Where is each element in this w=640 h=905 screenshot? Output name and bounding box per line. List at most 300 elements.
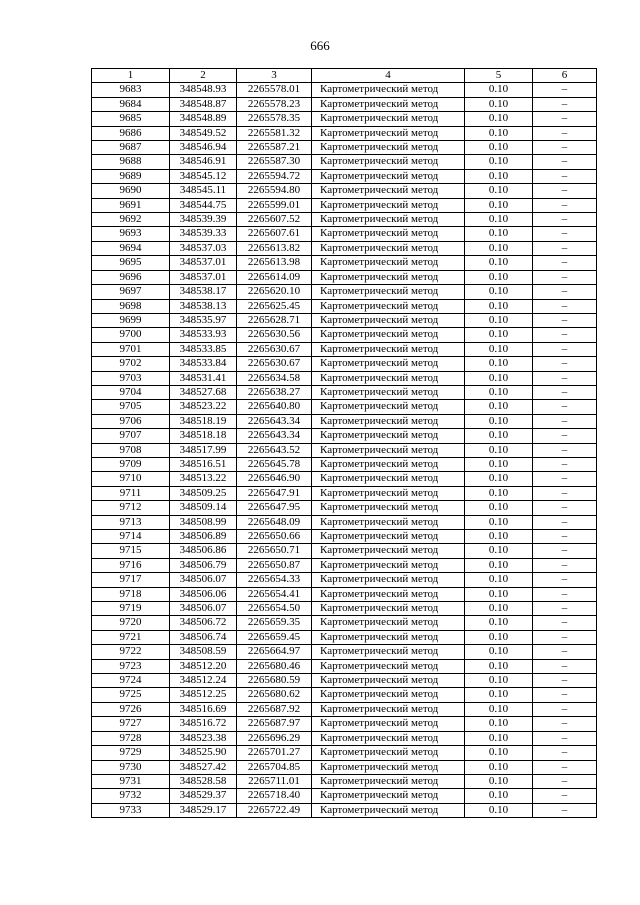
table-row — [92, 731, 597, 745]
method-cell: Картометрический метод — [312, 443, 465, 457]
description-cell: – — [533, 328, 597, 342]
method-cell: Картометрический метод — [312, 702, 465, 716]
description-cell: – — [533, 443, 597, 457]
point-number-cell: 9709 — [92, 457, 170, 471]
accuracy-cell: 0.10 — [465, 558, 533, 572]
y-coordinate-cell: 2265648.09 — [237, 515, 312, 529]
description-cell: – — [533, 285, 597, 299]
table-row — [92, 457, 597, 471]
accuracy-cell: 0.10 — [465, 659, 533, 673]
accuracy-cell: 0.10 — [465, 299, 533, 313]
x-coordinate-cell: 348527.42 — [170, 760, 237, 774]
point-number-cell: 9690 — [92, 184, 170, 198]
method-cell: Картометрический метод — [312, 385, 465, 399]
point-number-cell: 9705 — [92, 400, 170, 414]
table-row — [92, 717, 597, 731]
description-cell: – — [533, 184, 597, 198]
method-cell: Картометрический метод — [312, 674, 465, 688]
y-coordinate-cell: 2265680.46 — [237, 659, 312, 673]
point-number-cell: 9695 — [92, 256, 170, 270]
table-row — [92, 313, 597, 327]
y-coordinate-cell: 2265643.34 — [237, 414, 312, 428]
y-coordinate-cell: 2265645.78 — [237, 457, 312, 471]
x-coordinate-cell: 348539.33 — [170, 227, 237, 241]
accuracy-cell: 0.10 — [465, 472, 533, 486]
method-cell: Картометрический метод — [312, 530, 465, 544]
point-number-cell: 9729 — [92, 746, 170, 760]
method-cell: Картометрический метод — [312, 141, 465, 155]
table-row — [92, 501, 597, 515]
accuracy-cell: 0.10 — [465, 414, 533, 428]
y-coordinate-cell: 2265680.62 — [237, 688, 312, 702]
column-header-2: 2 — [170, 69, 237, 83]
method-cell: Картометрический метод — [312, 126, 465, 140]
y-coordinate-cell: 2265587.21 — [237, 141, 312, 155]
coordinates-table — [91, 68, 597, 818]
description-cell: – — [533, 674, 597, 688]
column-header-5: 5 — [465, 69, 533, 83]
point-number-cell: 9718 — [92, 587, 170, 601]
point-number-cell: 9700 — [92, 328, 170, 342]
method-cell: Картометрический метод — [312, 558, 465, 572]
x-coordinate-cell: 348527.68 — [170, 385, 237, 399]
table-row — [92, 213, 597, 227]
accuracy-cell: 0.10 — [465, 400, 533, 414]
column-header-4: 4 — [312, 69, 465, 83]
table-row — [92, 83, 597, 97]
description-cell: – — [533, 299, 597, 313]
accuracy-cell: 0.10 — [465, 198, 533, 212]
table-row — [92, 645, 597, 659]
point-number-cell: 9686 — [92, 126, 170, 140]
table-body — [92, 83, 597, 818]
x-coordinate-cell: 348508.99 — [170, 515, 237, 529]
x-coordinate-cell: 348516.69 — [170, 702, 237, 716]
method-cell: Картометрический метод — [312, 630, 465, 644]
x-coordinate-cell: 348506.74 — [170, 630, 237, 644]
point-number-cell: 9713 — [92, 515, 170, 529]
y-coordinate-cell: 2265646.90 — [237, 472, 312, 486]
y-coordinate-cell: 2265630.67 — [237, 357, 312, 371]
point-number-cell: 9697 — [92, 285, 170, 299]
y-coordinate-cell: 2265696.29 — [237, 731, 312, 745]
point-number-cell: 9704 — [92, 385, 170, 399]
column-header-1: 1 — [92, 69, 170, 83]
description-cell: – — [533, 83, 597, 97]
description-cell: – — [533, 414, 597, 428]
method-cell: Картометрический метод — [312, 169, 465, 183]
method-cell: Картометрический метод — [312, 515, 465, 529]
table-row — [92, 227, 597, 241]
x-coordinate-cell: 348533.84 — [170, 357, 237, 371]
accuracy-cell: 0.10 — [465, 141, 533, 155]
description-cell: – — [533, 429, 597, 443]
y-coordinate-cell: 2265643.34 — [237, 429, 312, 443]
accuracy-cell: 0.10 — [465, 760, 533, 774]
y-coordinate-cell: 2265687.92 — [237, 702, 312, 716]
table-row — [92, 515, 597, 529]
table-row — [92, 198, 597, 212]
point-number-cell: 9726 — [92, 702, 170, 716]
point-number-cell: 9730 — [92, 760, 170, 774]
x-coordinate-cell: 348506.86 — [170, 544, 237, 558]
method-cell: Картометрический метод — [312, 573, 465, 587]
point-number-cell: 9703 — [92, 371, 170, 385]
y-coordinate-cell: 2265659.35 — [237, 616, 312, 630]
method-cell: Картометрический метод — [312, 184, 465, 198]
method-cell: Картометрический метод — [312, 472, 465, 486]
table-row — [92, 688, 597, 702]
accuracy-cell: 0.10 — [465, 97, 533, 111]
table-row — [92, 630, 597, 644]
table-row — [92, 270, 597, 284]
table-row — [92, 112, 597, 126]
y-coordinate-cell: 2265581.32 — [237, 126, 312, 140]
x-coordinate-cell: 348537.03 — [170, 241, 237, 255]
point-number-cell: 9684 — [92, 97, 170, 111]
description-cell: – — [533, 126, 597, 140]
y-coordinate-cell: 2265650.87 — [237, 558, 312, 572]
y-coordinate-cell: 2265599.01 — [237, 198, 312, 212]
accuracy-cell: 0.10 — [465, 717, 533, 731]
x-coordinate-cell: 348512.24 — [170, 674, 237, 688]
x-coordinate-cell: 348523.22 — [170, 400, 237, 414]
method-cell: Картометрический метод — [312, 774, 465, 788]
y-coordinate-cell: 2265634.58 — [237, 371, 312, 385]
y-coordinate-cell: 2265650.71 — [237, 544, 312, 558]
y-coordinate-cell: 2265701.27 — [237, 746, 312, 760]
accuracy-cell: 0.10 — [465, 429, 533, 443]
table-row — [92, 429, 597, 443]
y-coordinate-cell: 2265650.66 — [237, 530, 312, 544]
point-number-cell: 9716 — [92, 558, 170, 572]
point-number-cell: 9694 — [92, 241, 170, 255]
x-coordinate-cell: 348516.72 — [170, 717, 237, 731]
point-number-cell: 9717 — [92, 573, 170, 587]
accuracy-cell: 0.10 — [465, 371, 533, 385]
method-cell: Картометрический метод — [312, 429, 465, 443]
x-coordinate-cell: 348506.07 — [170, 573, 237, 587]
table-row — [92, 587, 597, 601]
method-cell: Картометрический метод — [312, 760, 465, 774]
description-cell: – — [533, 457, 597, 471]
x-coordinate-cell: 348523.38 — [170, 731, 237, 745]
description-cell: – — [533, 256, 597, 270]
y-coordinate-cell: 2265664.97 — [237, 645, 312, 659]
point-number-cell: 9683 — [92, 83, 170, 97]
y-coordinate-cell: 2265630.56 — [237, 328, 312, 342]
x-coordinate-cell: 348528.58 — [170, 774, 237, 788]
method-cell: Картометрический метод — [312, 486, 465, 500]
x-coordinate-cell: 348548.87 — [170, 97, 237, 111]
accuracy-cell: 0.10 — [465, 645, 533, 659]
table-row — [92, 141, 597, 155]
x-coordinate-cell: 348548.89 — [170, 112, 237, 126]
method-cell: Картометрический метод — [312, 227, 465, 241]
y-coordinate-cell: 2265587.30 — [237, 155, 312, 169]
description-cell: – — [533, 169, 597, 183]
point-number-cell: 9728 — [92, 731, 170, 745]
accuracy-cell: 0.10 — [465, 501, 533, 515]
method-cell: Картометрический метод — [312, 198, 465, 212]
point-number-cell: 9720 — [92, 616, 170, 630]
point-number-cell: 9731 — [92, 774, 170, 788]
accuracy-cell: 0.10 — [465, 155, 533, 169]
description-cell: – — [533, 774, 597, 788]
x-coordinate-cell: 348537.01 — [170, 270, 237, 284]
description-cell: – — [533, 141, 597, 155]
method-cell: Картометрический метод — [312, 803, 465, 817]
x-coordinate-cell: 348512.20 — [170, 659, 237, 673]
description-cell: – — [533, 515, 597, 529]
y-coordinate-cell: 2265607.61 — [237, 227, 312, 241]
description-cell: – — [533, 97, 597, 111]
point-number-cell: 9719 — [92, 602, 170, 616]
description-cell: – — [533, 645, 597, 659]
accuracy-cell: 0.10 — [465, 443, 533, 457]
table-row — [92, 602, 597, 616]
table-row — [92, 443, 597, 457]
y-coordinate-cell: 2265578.23 — [237, 97, 312, 111]
method-cell: Картометрический метод — [312, 83, 465, 97]
description-cell: – — [533, 357, 597, 371]
x-coordinate-cell: 348506.89 — [170, 530, 237, 544]
y-coordinate-cell: 2265620.10 — [237, 285, 312, 299]
y-coordinate-cell: 2265594.72 — [237, 169, 312, 183]
x-coordinate-cell: 348506.72 — [170, 616, 237, 630]
y-coordinate-cell: 2265722.49 — [237, 803, 312, 817]
description-cell: – — [533, 573, 597, 587]
table-row — [92, 789, 597, 803]
x-coordinate-cell: 348546.94 — [170, 141, 237, 155]
y-coordinate-cell: 2265711.01 — [237, 774, 312, 788]
accuracy-cell: 0.10 — [465, 457, 533, 471]
method-cell: Картометрический метод — [312, 659, 465, 673]
y-coordinate-cell: 2265607.52 — [237, 213, 312, 227]
y-coordinate-cell: 2265594.80 — [237, 184, 312, 198]
x-coordinate-cell: 348518.19 — [170, 414, 237, 428]
table-row — [92, 155, 597, 169]
x-coordinate-cell: 348518.18 — [170, 429, 237, 443]
description-cell: – — [533, 472, 597, 486]
table-row — [92, 803, 597, 817]
description-cell: – — [533, 746, 597, 760]
accuracy-cell: 0.10 — [465, 342, 533, 356]
y-coordinate-cell: 2265647.95 — [237, 501, 312, 515]
table-row — [92, 299, 597, 313]
description-cell: – — [533, 630, 597, 644]
method-cell: Картометрический метод — [312, 213, 465, 227]
accuracy-cell: 0.10 — [465, 544, 533, 558]
point-number-cell: 9714 — [92, 530, 170, 544]
point-number-cell: 9691 — [92, 198, 170, 212]
method-cell: Картометрический метод — [312, 587, 465, 601]
method-cell: Картометрический метод — [312, 544, 465, 558]
x-coordinate-cell: 348525.90 — [170, 746, 237, 760]
description-cell: – — [533, 486, 597, 500]
accuracy-cell: 0.10 — [465, 746, 533, 760]
accuracy-cell: 0.10 — [465, 213, 533, 227]
method-cell: Картометрический метод — [312, 328, 465, 342]
point-number-cell: 9701 — [92, 342, 170, 356]
point-number-cell: 9727 — [92, 717, 170, 731]
point-number-cell: 9689 — [92, 169, 170, 183]
y-coordinate-cell: 2265613.98 — [237, 256, 312, 270]
point-number-cell: 9708 — [92, 443, 170, 457]
accuracy-cell: 0.10 — [465, 385, 533, 399]
accuracy-cell: 0.10 — [465, 731, 533, 745]
method-cell: Картометрический метод — [312, 112, 465, 126]
x-coordinate-cell: 348506.06 — [170, 587, 237, 601]
point-number-cell: 9715 — [92, 544, 170, 558]
table-row — [92, 760, 597, 774]
accuracy-cell: 0.10 — [465, 184, 533, 198]
table-row — [92, 702, 597, 716]
point-number-cell: 9712 — [92, 501, 170, 515]
accuracy-cell: 0.10 — [465, 83, 533, 97]
x-coordinate-cell: 348529.37 — [170, 789, 237, 803]
description-cell: – — [533, 342, 597, 356]
table-row — [92, 486, 597, 500]
accuracy-cell: 0.10 — [465, 126, 533, 140]
description-cell: – — [533, 270, 597, 284]
y-coordinate-cell: 2265680.59 — [237, 674, 312, 688]
method-cell: Картометрический метод — [312, 645, 465, 659]
x-coordinate-cell: 348531.41 — [170, 371, 237, 385]
description-cell: – — [533, 227, 597, 241]
method-cell: Картометрический метод — [312, 270, 465, 284]
accuracy-cell: 0.10 — [465, 515, 533, 529]
x-coordinate-cell: 348535.97 — [170, 313, 237, 327]
point-number-cell: 9733 — [92, 803, 170, 817]
accuracy-cell: 0.10 — [465, 803, 533, 817]
accuracy-cell: 0.10 — [465, 241, 533, 255]
x-coordinate-cell: 348544.75 — [170, 198, 237, 212]
description-cell: – — [533, 155, 597, 169]
point-number-cell: 9732 — [92, 789, 170, 803]
description-cell: – — [533, 717, 597, 731]
table-row — [92, 659, 597, 673]
table-row — [92, 385, 597, 399]
y-coordinate-cell: 2265628.71 — [237, 313, 312, 327]
method-cell: Картометрический метод — [312, 256, 465, 270]
point-number-cell: 9710 — [92, 472, 170, 486]
accuracy-cell: 0.10 — [465, 285, 533, 299]
table-row — [92, 328, 597, 342]
description-cell: – — [533, 198, 597, 212]
table-row — [92, 414, 597, 428]
method-cell: Картометрический метод — [312, 342, 465, 356]
x-coordinate-cell: 348549.52 — [170, 126, 237, 140]
description-cell: – — [533, 313, 597, 327]
point-number-cell: 9725 — [92, 688, 170, 702]
description-cell: – — [533, 789, 597, 803]
y-coordinate-cell: 2265718.40 — [237, 789, 312, 803]
x-coordinate-cell: 348508.59 — [170, 645, 237, 659]
accuracy-cell: 0.10 — [465, 630, 533, 644]
method-cell: Картометрический метод — [312, 299, 465, 313]
x-coordinate-cell: 348537.01 — [170, 256, 237, 270]
method-cell: Картометрический метод — [312, 746, 465, 760]
method-cell: Картометрический метод — [312, 371, 465, 385]
y-coordinate-cell: 2265654.41 — [237, 587, 312, 601]
point-number-cell: 9707 — [92, 429, 170, 443]
method-cell: Картометрический метод — [312, 602, 465, 616]
description-cell: – — [533, 544, 597, 558]
point-number-cell: 9685 — [92, 112, 170, 126]
table-row — [92, 169, 597, 183]
y-coordinate-cell: 2265640.80 — [237, 400, 312, 414]
description-cell: – — [533, 803, 597, 817]
description-cell: – — [533, 501, 597, 515]
x-coordinate-cell: 348506.07 — [170, 602, 237, 616]
table-row — [92, 746, 597, 760]
accuracy-cell: 0.10 — [465, 357, 533, 371]
accuracy-cell: 0.10 — [465, 530, 533, 544]
accuracy-cell: 0.10 — [465, 169, 533, 183]
y-coordinate-cell: 2265614.09 — [237, 270, 312, 284]
y-coordinate-cell: 2265659.45 — [237, 630, 312, 644]
point-number-cell: 9706 — [92, 414, 170, 428]
y-coordinate-cell: 2265654.50 — [237, 602, 312, 616]
point-number-cell: 9687 — [92, 141, 170, 155]
table-header-row — [92, 69, 597, 83]
table-row — [92, 342, 597, 356]
table-row — [92, 400, 597, 414]
description-cell: – — [533, 760, 597, 774]
x-coordinate-cell: 348538.13 — [170, 299, 237, 313]
accuracy-cell: 0.10 — [465, 256, 533, 270]
method-cell: Картометрический метод — [312, 97, 465, 111]
method-cell: Картометрический метод — [312, 457, 465, 471]
x-coordinate-cell: 348539.39 — [170, 213, 237, 227]
y-coordinate-cell: 2265643.52 — [237, 443, 312, 457]
description-cell: – — [533, 558, 597, 572]
x-coordinate-cell: 348548.93 — [170, 83, 237, 97]
point-number-cell: 9693 — [92, 227, 170, 241]
description-cell: – — [533, 112, 597, 126]
x-coordinate-cell: 348529.17 — [170, 803, 237, 817]
y-coordinate-cell: 2265687.97 — [237, 717, 312, 731]
x-coordinate-cell: 348512.25 — [170, 688, 237, 702]
table-row — [92, 558, 597, 572]
accuracy-cell: 0.10 — [465, 486, 533, 500]
x-coordinate-cell: 348509.14 — [170, 501, 237, 515]
accuracy-cell: 0.10 — [465, 616, 533, 630]
point-number-cell: 9723 — [92, 659, 170, 673]
y-coordinate-cell: 2265613.82 — [237, 241, 312, 255]
accuracy-cell: 0.10 — [465, 789, 533, 803]
x-coordinate-cell: 348516.51 — [170, 457, 237, 471]
table-row — [92, 774, 597, 788]
y-coordinate-cell: 2265630.67 — [237, 342, 312, 356]
x-coordinate-cell: 348517.99 — [170, 443, 237, 457]
accuracy-cell: 0.10 — [465, 112, 533, 126]
description-cell: – — [533, 213, 597, 227]
point-number-cell: 9696 — [92, 270, 170, 284]
y-coordinate-cell: 2265647.91 — [237, 486, 312, 500]
description-cell: – — [533, 241, 597, 255]
method-cell: Картометрический метод — [312, 400, 465, 414]
table-row — [92, 126, 597, 140]
point-number-cell: 9702 — [92, 357, 170, 371]
y-coordinate-cell: 2265654.33 — [237, 573, 312, 587]
column-header-3: 3 — [237, 69, 312, 83]
method-cell: Картометрический метод — [312, 414, 465, 428]
y-coordinate-cell: 2265578.01 — [237, 83, 312, 97]
accuracy-cell: 0.10 — [465, 702, 533, 716]
table-row — [92, 371, 597, 385]
